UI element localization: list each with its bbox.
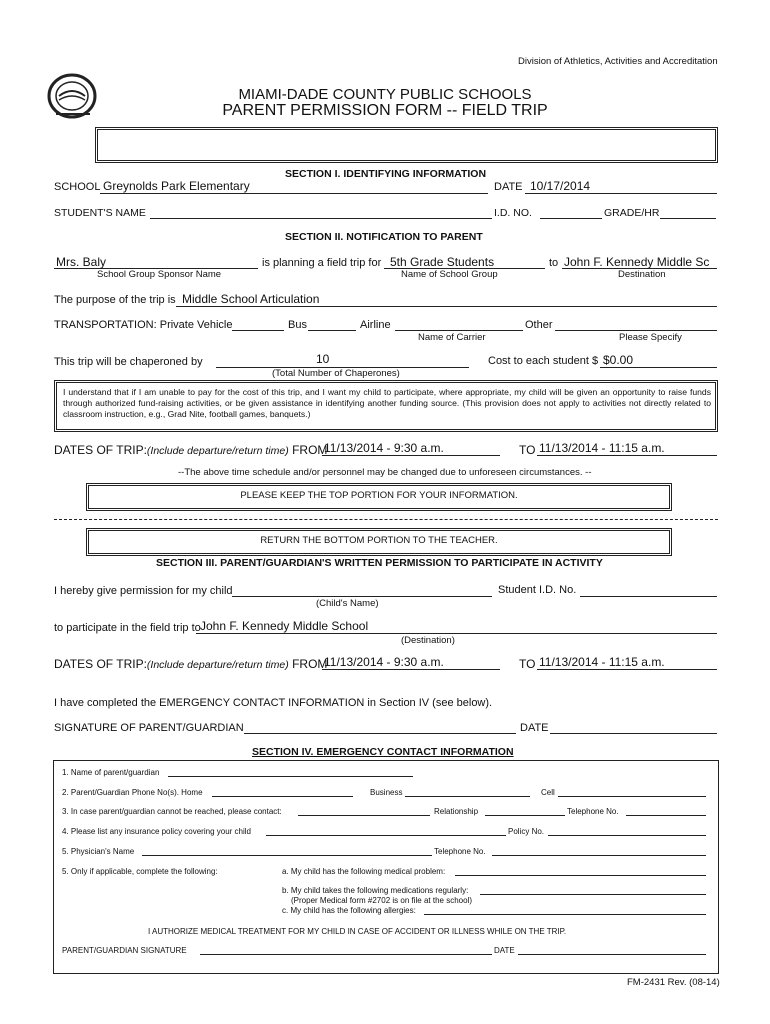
sponsor-caption: School Group Sponsor Name [97, 269, 222, 280]
parent-signature-field[interactable] [200, 954, 492, 955]
student-id-label: Student I.D. No. [498, 584, 577, 596]
policy-label: Policy No. [508, 827, 545, 836]
q6b-note: (Proper Medical form #2702 is on file at the school) [291, 896, 472, 905]
business-phone-field[interactable] [405, 796, 530, 797]
section2-title: SECTION II. NOTIFICATION TO PARENT [285, 231, 483, 243]
notice-text: I understand that if I am unable to pay for the cost of this trip, and I want my child to participate, where appropriate, my child will be given an opportunity to raise funds through authorized fund-raising activities, or be given assistance in identifying another funding source. (This provision does not apply to activities not directly related to classroom instruction, e.g., Grad Nite, football games, banquets.) [63, 387, 711, 419]
section4-title: SECTION IV. EMERGENCY CONTACT INFORMATION [252, 746, 514, 758]
destination-caption: Destination [618, 269, 666, 280]
permission-label: I hereby give permission for my child [54, 585, 233, 597]
form-title: PARENT PERMISSION FORM -- FIELD TRIP [222, 102, 548, 119]
q6a-label: a. My child has the following medical problem: [282, 867, 446, 876]
transport-label: TRANSPORTATION: Private Vehicle [54, 319, 233, 331]
specify-caption: Please Specify [619, 332, 682, 343]
school-field[interactable]: Greynolds Park Elementary [103, 179, 250, 193]
dates-note: (Include departure/return time) [146, 445, 289, 457]
signature-field[interactable] [244, 733, 516, 734]
student-id-field[interactable] [580, 596, 717, 597]
participate-label: to participate in the field trip to [54, 622, 201, 634]
q6c-label: c. My child has the following allergies: [282, 906, 416, 915]
private-vehicle-field[interactable] [232, 330, 284, 331]
q3-label: 3. In case parent/guardian cannot be reached, please contact: [62, 807, 282, 816]
child-name-field[interactable] [232, 596, 492, 597]
relationship-label: Relationship [434, 807, 479, 816]
destination-caption-3: (Destination) [401, 635, 455, 646]
from-field[interactable]: 11/13/2014 - 9:30 a.m. [324, 441, 444, 455]
cut-line [54, 519, 718, 520]
to-field-3[interactable]: 11/13/2014 - 11:15 a.m. [539, 655, 665, 669]
sig-date-field[interactable] [518, 954, 706, 955]
home-phone-field[interactable] [212, 796, 353, 797]
top-box [95, 127, 718, 163]
cell-label: Cell [541, 788, 555, 797]
grade-field[interactable] [660, 218, 716, 219]
date-field[interactable]: 10/17/2014 [530, 179, 591, 193]
physician-telephone-field[interactable] [492, 855, 706, 856]
from-field-3[interactable]: 11/13/2014 - 9:30 a.m. [324, 655, 444, 669]
emergency-note: I have completed the EMERGENCY CONTACT INFORMATION in Section IV (see below). [54, 697, 493, 709]
medications-field[interactable] [480, 894, 706, 895]
division-text: Division of Athletics, Activities and Accreditation [518, 56, 718, 67]
q1-field[interactable] [168, 776, 413, 777]
dates-note-3: (Include departure/return time) [146, 659, 289, 671]
cost-label: Cost to each student $ [488, 355, 599, 367]
medical-problem-field[interactable] [455, 875, 706, 876]
chaperone-label: This trip will be chaperoned by [54, 356, 203, 368]
q2-label: 2. Parent/Guardian Phone No(s). Home [62, 788, 203, 797]
student-name-field[interactable] [150, 218, 492, 219]
date-label: DATE [494, 181, 523, 193]
signature-date-field[interactable] [550, 733, 717, 734]
planning-text: is planning a field trip for [262, 257, 382, 269]
authorize-text: I AUTHORIZE MEDICAL TREATMENT FOR MY CHILD IN CASE OF ACCIDENT OR ILLNESS WHILE ON THE TRIP. [148, 927, 567, 936]
signature-date-label: DATE [520, 722, 549, 734]
sig-label: PARENT/GUARDIAN SIGNATURE [62, 946, 187, 955]
group-field[interactable]: 5th Grade Students [390, 255, 495, 269]
cost-field[interactable]: $0.00 [603, 353, 634, 367]
from-label: FROM [292, 443, 328, 457]
physician-field[interactable] [142, 855, 432, 856]
dates-line-1 [54, 443, 327, 457]
org-name: MIAMI-DADE COUNTY PUBLIC SCHOOLS [238, 86, 532, 103]
return-text: RETURN THE BOTTOM PORTION TO THE TEACHER. [260, 535, 498, 546]
participate-field[interactable]: John F. Kennedy Middle School [200, 619, 369, 633]
q1-label: 1. Name of parent/guardian [62, 768, 160, 777]
section1-title: SECTION I. IDENTIFYING INFORMATION [285, 168, 487, 180]
policy-field[interactable] [548, 835, 706, 836]
contact-field[interactable] [298, 815, 430, 816]
q5-label: 5. Physician's Name [62, 847, 135, 856]
dates-label: DATES OF TRIP: [54, 443, 147, 457]
sig-date-label: DATE [494, 946, 515, 955]
to-label: TO [519, 443, 536, 457]
keep-top-text: PLEASE KEEP THE TOP PORTION FOR YOUR INFORMATION. [240, 490, 518, 501]
to-label-3: TO [519, 657, 536, 671]
signature-label: SIGNATURE OF PARENT/GUARDIAN [54, 722, 244, 734]
purpose-label: The purpose of the trip is [54, 294, 176, 306]
from-label-3: FROM [292, 657, 328, 671]
chaperone-caption: (Total Number of Chaperones) [272, 368, 400, 379]
form-number: FM-2431 Rev. (08-14) [627, 977, 720, 988]
child-caption: (Child's Name) [316, 598, 379, 609]
allergies-field[interactable] [424, 914, 706, 915]
cell-phone-field[interactable] [558, 796, 706, 797]
q4-label: 4. Please list any insurance policy covering your child [62, 827, 251, 836]
q3-telephone-field[interactable] [626, 815, 706, 816]
q3-telephone-label: Telephone No. [567, 807, 619, 816]
schedule-note: --The above time schedule and/or personnel may be changed due to unforeseen circumstances. -- [178, 467, 592, 478]
carrier-caption: Name of Carrier [418, 332, 486, 343]
to-text: to [549, 257, 559, 269]
bus-label: Bus [288, 319, 307, 331]
relationship-field[interactable] [485, 815, 565, 816]
destination-field[interactable]: John F. Kennedy Middle Sc [564, 255, 710, 269]
grade-label: GRADE/HR [604, 207, 660, 219]
airline-label: Airline [360, 319, 391, 331]
other-label: Other [525, 319, 553, 331]
bus-field[interactable] [308, 330, 356, 331]
group-caption: Name of School Group [401, 269, 498, 280]
chaperone-field[interactable]: 10 [316, 352, 330, 366]
school-label: SCHOOL [54, 181, 101, 193]
id-field[interactable] [540, 218, 602, 219]
dates-label-3: DATES OF TRIP: [54, 657, 147, 671]
section3-title: SECTION III. PARENT/GUARDIAN'S WRITTEN PERMISSION TO PARTICIPATE IN ACTIVITY [156, 557, 603, 569]
student-name-label: STUDENT'S NAME [54, 207, 146, 219]
id-label: I.D. NO. [494, 207, 532, 219]
q6-label: 5. Only if applicable, complete the following: [62, 867, 218, 876]
q5-telephone-label: Telephone No. [434, 847, 486, 856]
q6b-label: b. My child takes the following medications regularly: [282, 886, 469, 895]
insurance-field[interactable] [266, 835, 506, 836]
dates-line-2 [54, 657, 327, 671]
to-field[interactable]: 11/13/2014 - 11:15 a.m. [539, 441, 665, 455]
sponsor-field[interactable]: Mrs. Baly [56, 255, 107, 269]
airline-field[interactable] [395, 330, 523, 331]
purpose-field[interactable]: Middle School Articulation [182, 292, 320, 306]
other-field[interactable] [555, 330, 717, 331]
business-label: Business [370, 788, 403, 797]
